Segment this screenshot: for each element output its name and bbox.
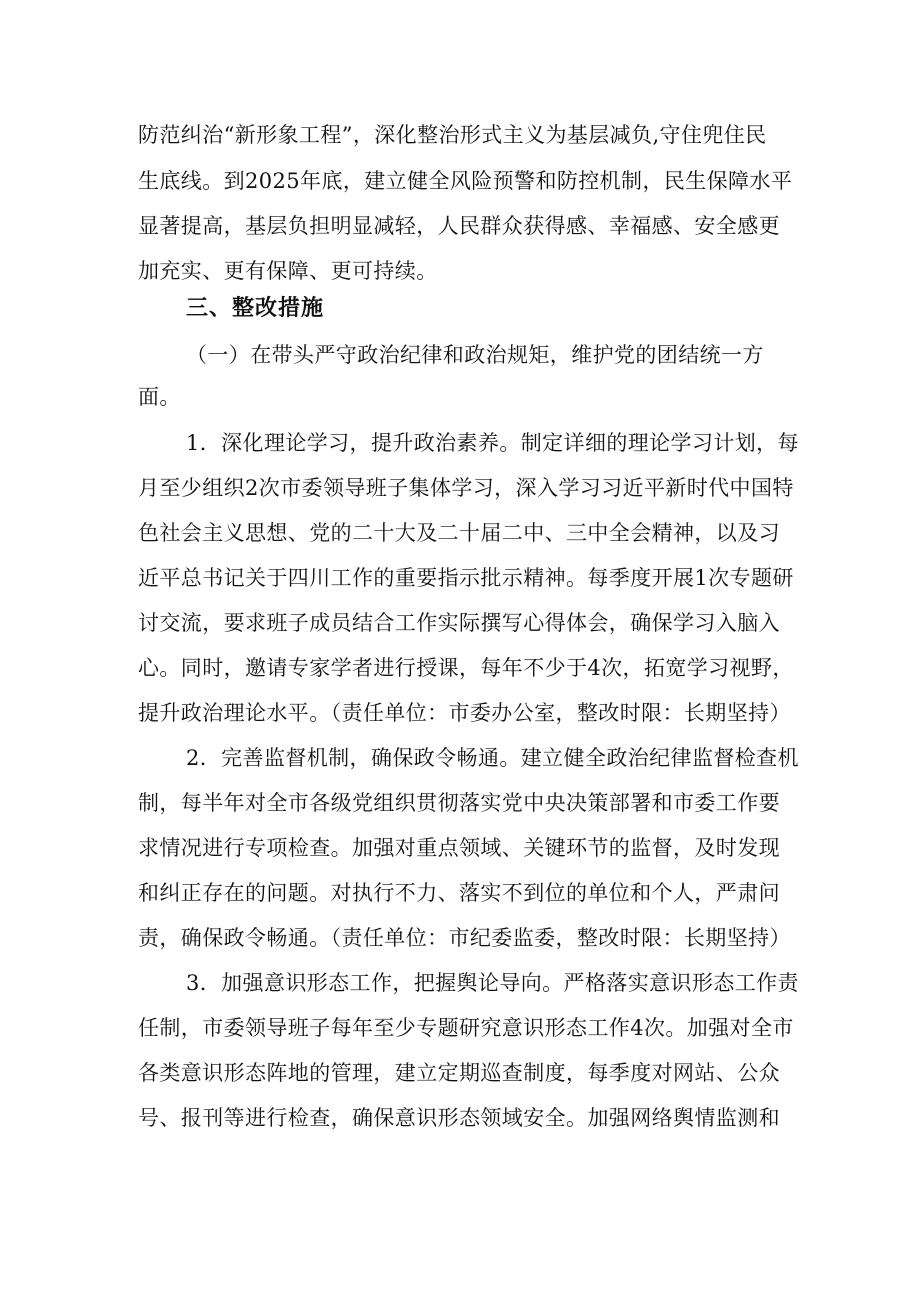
item-1-line: 讨交流，要求班子成员结合工作实际撰写心得体会，确保学习入脑入 — [138, 611, 780, 635]
item-1-line: 色社会主义思想、党的二十大及二十届二中、三中全会精神，以及习 — [138, 521, 780, 545]
body-line: 防范纠治“新形象工程”，深化整治形式主义为基层减负,守住兜住民 — [138, 123, 767, 147]
item-2-line: 2．完善监督机制，确保政令畅通。建立健全政治纪律监督检查机 — [186, 746, 799, 770]
item-1-line: 提升政治理论水平。（责任单位：市委办公室，整改时限：长期坚持） — [138, 701, 791, 725]
body-line: 生底线。到2025年底，建立健全风险预警和防控机制，民生保障水平 — [138, 169, 793, 193]
item-3-line: 各类意识形态阵地的管理，建立定期巡查制度，每季度对网站、公众 — [138, 1061, 780, 1085]
item-2-line: 求情况进行专项检查。加强对重点领域、关键环节的监督，及时发现 — [138, 836, 780, 860]
item-2-line: 制，每半年对全市各级党组织贯彻落实党中央决策部署和市委工作要 — [138, 791, 780, 815]
item-1-line: 1．深化理论学习，提升政治素养。制定详细的理论学习计划，每 — [186, 431, 799, 455]
subsection-heading-continued: 面。 — [138, 385, 181, 409]
body-line: 显著提高，基层负担明显减轻，人民群众获得感、幸福感、安全感更 — [138, 214, 780, 238]
subsection-heading: （一）在带头严守政治纪律和政治规矩，维护党的团结统一方 — [186, 343, 764, 367]
item-1-line: 心。同时，邀请专家学者进行授课，每年不少于4次，拓宽学习视野， — [138, 656, 794, 680]
item-3-line: 号、报刊等进行检查，确保意识形态领域安全。加强网络舆情监测和 — [138, 1106, 780, 1130]
section-heading: 三、整改措施 — [186, 296, 325, 321]
body-line: 加充实、更有保障、更可持续。 — [138, 259, 438, 283]
item-2-line: 和纠正存在的问题。对执行不力、落实不到位的单位和个人，严肃问 — [138, 881, 780, 905]
item-1-line: 近平总书记关于四川工作的重要指示批示精神。每季度开展1次专题研 — [138, 566, 794, 590]
item-2-line: 责，确保政令畅通。（责任单位：市纪委监委，整改时限：长期坚持） — [138, 926, 791, 950]
item-1-line: 月至少组织2次市委领导班子集体学习，深入学习习近平新时代中国特 — [138, 476, 794, 500]
item-3-line: 3．加强意识形态工作，把握舆论导向。严格落实意识形态工作责 — [186, 971, 799, 995]
item-3-line: 任制，市委领导班子每年至少专题研究意识形态工作4次。加强对全市 — [138, 1016, 794, 1040]
